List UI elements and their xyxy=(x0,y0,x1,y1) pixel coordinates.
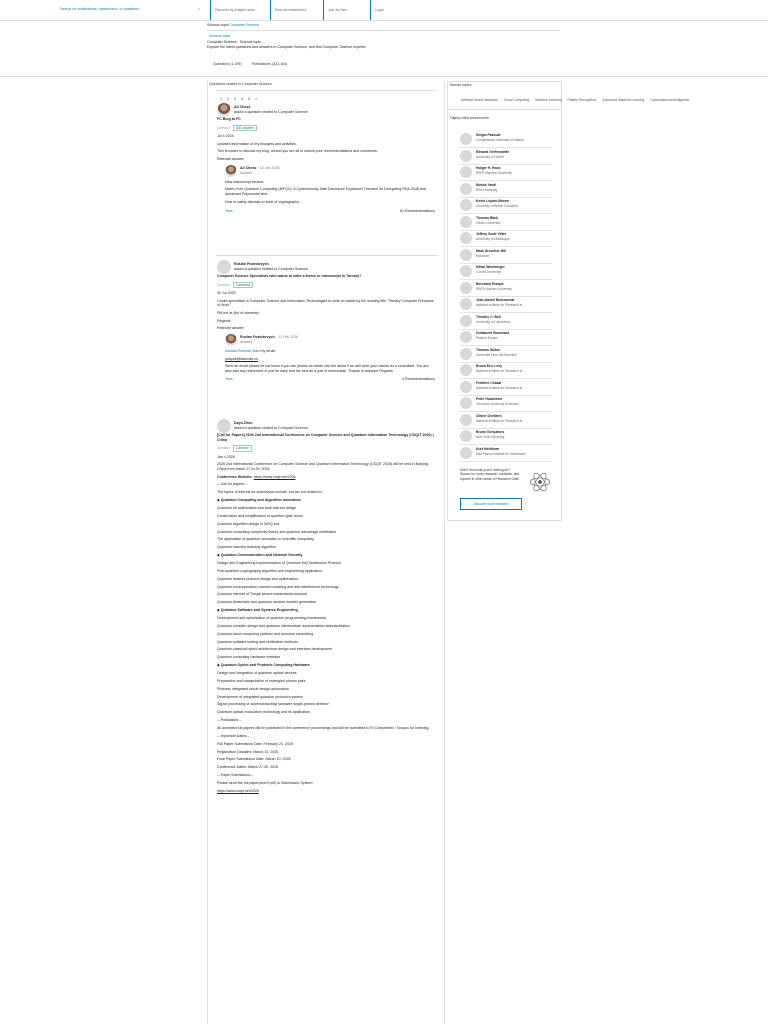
topic-heading: ◆ Quantum Optics and Photonic Computing Hardware xyxy=(217,663,310,668)
topic-link[interactable]: Artificial Neural Networks xyxy=(461,98,498,102)
topic-heading: ◆ Quantum Computing and Algorithm Innovation xyxy=(217,498,301,503)
body-line: Quantum algorithm design in NISQ era xyxy=(217,521,279,526)
body-line: Signal processing of superconducting nanowire single-photon detector xyxy=(217,702,329,707)
avatar[interactable] xyxy=(460,430,472,442)
researcher-item[interactable] xyxy=(460,149,552,165)
body-line: Quantum software testing and verification methods xyxy=(217,639,298,644)
topic-link[interactable]: Pattern Recognition xyxy=(567,98,597,102)
avatar[interactable] xyxy=(460,249,472,261)
page-description: Explore the latest questions and answers in Computer Science, and find Computer Science experts. xyxy=(207,45,367,49)
topic-tag: Science topic xyxy=(209,34,231,38)
avatar[interactable] xyxy=(460,315,472,327)
body-line: All accepted full papers will be published in the conference proceedings and will be submitted to EI Compendex / Scopus for indexing. xyxy=(217,726,430,731)
avatar[interactable] xyxy=(217,260,231,274)
avatar[interactable] xyxy=(460,282,472,294)
topic-breadcrumb xyxy=(207,23,259,28)
avatar[interactable] xyxy=(460,265,472,277)
topic-link[interactable]: Cloud Computing xyxy=(503,98,530,102)
answer-text: Matrix-Free Quantum Computing (MFQC): A Cybersecurity-Safe Disclosure Expansion Theorem for Decrypting RSA-2048 and Advanced Polynomial-time xyxy=(225,187,426,196)
answer-text: How to safely disclose a result of cryptography. xyxy=(225,199,300,204)
avatar[interactable] xyxy=(460,166,472,178)
avatar[interactable] xyxy=(225,165,237,177)
promo-text: Didn't find what you're looking for? Search for more research, methods, and experts in other areas of Research Gate xyxy=(460,468,520,481)
researcher-name[interactable]: Olivier Devillers xyxy=(476,413,502,418)
body-line: Quantum optical modulation technology and its application xyxy=(217,710,310,715)
researcher-name[interactable]: Frédéric Chazal xyxy=(476,380,502,385)
body-line: Quantum cloud computing platform and resource scheduling xyxy=(217,631,314,636)
researcher-institution: Complutense University of Madrid xyxy=(476,138,524,142)
page-2[interactable]: 2 xyxy=(227,97,229,101)
body-line: Design and integration of quantum optical devices xyxy=(217,671,297,675)
tab-publications[interactable]: Publications (333,164) xyxy=(251,62,288,66)
question-action: asked a question related to Computer Science xyxy=(234,267,308,271)
mention-suffix: by email: xyxy=(260,348,276,353)
researcher-name[interactable]: Peter Hubwieser xyxy=(476,397,503,401)
question-body: Regards xyxy=(217,318,231,323)
search-input[interactable]: Search for publications, researchers, or questions xyxy=(60,7,140,11)
body-line: Registration Deadline: March 10, 2026 xyxy=(217,749,279,754)
body-line: Final Paper Submission Date: March 10, 2026 xyxy=(217,757,291,762)
body-line: Quantum network protocol design and optimization xyxy=(217,576,298,581)
question-date: 30 Jul 2025 xyxy=(217,290,236,295)
question-label: Question xyxy=(217,446,230,451)
body-line: Photonic integrated circuit design automation xyxy=(217,686,289,691)
avatar[interactable] xyxy=(460,183,472,195)
website-link[interactable]: https://www.csqit.net/2026 xyxy=(253,474,296,479)
avatar[interactable] xyxy=(460,397,472,409)
recommendations-count: 4 Recommendations xyxy=(402,376,435,381)
avatar[interactable] xyxy=(217,419,231,433)
body-line: Preparation and manipulation of entangled photon pairs xyxy=(217,678,306,683)
researcher-item[interactable] xyxy=(460,165,552,181)
researcher-name[interactable]: Jeffrey Scott Vitter xyxy=(476,232,507,236)
topic-breadcrumb-prefix: Science topic xyxy=(207,23,229,27)
body-line: The topics of interest for submission include, but are not limited to: xyxy=(217,490,323,495)
question-card: Ali Chess asked a question related to Computer Science FC Blog at FC Question 636 answers Jul 4 2024 Updated information of my thoughts and activities. This is meant to discuss my blog, all and you are all to submit your recommendations and comments. Relevant answer Ali Chess · 15 Jan 2026 Answer New manuscript version: Matrix-Free Quantum Computing (MFQC): A Cybersecurity-Safe Disclosure Expansion Theorem for Decrypting RSA-2048 and Advanced Polynomial-time How to safely disclose a result of cryptography. View 61 Recommendations xyxy=(217,103,435,214)
researcher-name[interactable]: Edward Grefenstette xyxy=(476,149,510,154)
topic-link[interactable]: Computational Intelligence xyxy=(650,98,690,102)
mention-link[interactable]: Asmaul Rahman Nazli xyxy=(225,348,261,353)
researcher-item[interactable] xyxy=(460,281,552,297)
researcher-item[interactable] xyxy=(460,248,552,264)
body-line: ---Call for papers--- xyxy=(217,482,248,487)
researcher-item[interactable] xyxy=(460,231,552,247)
researcher-item[interactable] xyxy=(460,297,552,313)
researcher-institution: University of Mississippi xyxy=(476,237,510,241)
avatar[interactable] xyxy=(460,447,472,459)
similar-topics-title: Similar topics xyxy=(450,83,472,87)
website-label: Conference Website: xyxy=(217,474,254,479)
researcher-item[interactable] xyxy=(460,396,552,412)
avatar[interactable] xyxy=(460,364,472,376)
researcher-institution: RWTH Aachen University xyxy=(476,286,512,291)
topic-link[interactable]: Machine Learning xyxy=(535,98,562,102)
researcher-institution: National Institute for Research in ... xyxy=(476,303,526,307)
avatar[interactable] xyxy=(460,331,472,343)
researcher-item[interactable] xyxy=(460,132,552,148)
researcher-item[interactable] xyxy=(460,363,552,379)
answer-text: Send an email please let me know if you can please an article into the about if as well write your names as a consultant. You are also add any references or just be easy and the new as a part of memorable. Thanks in advance Regards xyxy=(225,364,429,373)
researcher-name[interactable]: Kevin Leyton-Brown xyxy=(476,199,509,203)
recommendations-count: 61 Recommendations xyxy=(400,209,435,214)
nav-join[interactable]: Join for free xyxy=(323,0,347,20)
avatar[interactable] xyxy=(460,414,472,426)
avatar[interactable] xyxy=(460,216,472,228)
researcher-institution: University of Oxford xyxy=(476,154,504,159)
body-line: Design and Engineering Implementation of Quantum Key Distribution Protocol xyxy=(217,560,342,565)
question-body: 2026 2nd International Conference on Computer Science and Quantum Information Technology (CSQIT 2026) will be held in Nanjing, China from March 27 to 29, 2026. xyxy=(217,462,429,471)
researcher-item[interactable] xyxy=(460,413,552,429)
question-author[interactable]: Ali Chess xyxy=(234,105,251,110)
top-nav xyxy=(0,0,768,21)
body-line: Quantum blockchain and quantum random number generation xyxy=(217,600,317,605)
researcher-institution: National Institute for Research in ... xyxy=(476,385,526,390)
page-title: Computer Science - Science topic xyxy=(207,40,262,44)
body-line: Quantum bit optimization and fault-tolerant design xyxy=(217,505,297,510)
avatar[interactable] xyxy=(460,199,472,211)
researcher-institution: RWTH Aachen University xyxy=(476,171,512,175)
question-author[interactable]: Ruslan Pozinkevych xyxy=(234,262,269,267)
researcher-name[interactable]: Guillaume Bouchard xyxy=(476,331,510,335)
question-card xyxy=(217,419,435,797)
question-body: Updated information of my thoughts and activities. xyxy=(217,141,297,146)
researcher-item[interactable] xyxy=(460,215,552,231)
question-author[interactable]: Dayu Zhou xyxy=(234,421,253,426)
page-4[interactable]: 4 xyxy=(241,97,243,101)
researcher-name[interactable]: Timothy C. Bell xyxy=(476,314,501,319)
question-body: This is meant to discuss my blog, all and you are all to submit your recommendations and comments. xyxy=(217,149,378,154)
researcher-name[interactable]: Bruno Gonçalves xyxy=(476,430,505,434)
question-date: Jul 4 2024 xyxy=(217,133,234,138)
researcher-name[interactable]: Bernhard Rumpe xyxy=(476,281,504,286)
question-action: asked a question related to Computer Science xyxy=(234,110,308,114)
researchers-title: Highly-cited researchers xyxy=(450,116,489,120)
question-title[interactable]: [Call for Papers] 2026 2nd International Conference on Computer Science and Quantum Information Technology (CSQIT 2026) | China xyxy=(217,433,434,442)
researcher-item[interactable] xyxy=(460,314,552,330)
body-line: Please send the full paper(word+pdf) to Submission System: xyxy=(217,781,314,786)
body-line: Quantum communication channel modeling and anti-interference technology xyxy=(217,584,339,589)
body-line: Development and optimization of quantum programming frameworks xyxy=(217,615,327,620)
close-icon[interactable]: x xyxy=(198,7,200,11)
body-line: ---Publication--- xyxy=(217,718,242,723)
body-line: Quantum computing complexity theory and quantum advantage verification xyxy=(217,529,337,534)
researcher-institution: Leiden University xyxy=(476,220,501,225)
researcher-institution: Max Planck Institute for Informatics xyxy=(476,451,526,456)
question-body: PM me at (list of interests) xyxy=(217,310,259,315)
body-line: ---Important Dates--- xyxy=(217,733,250,738)
question-label: Question xyxy=(217,282,230,287)
nav-login[interactable]: Login xyxy=(370,0,384,20)
researcher-name[interactable]: Kurt Mehlhorn xyxy=(476,446,500,451)
researcher-institution: New York University xyxy=(476,435,505,439)
nav-discover[interactable]: Discover by subject area xyxy=(210,0,254,20)
view-link[interactable]: View xyxy=(225,209,233,214)
body-line: ---Paper Submission--- xyxy=(217,773,254,778)
answer-author[interactable]: Ruslan Pozinkevych xyxy=(240,335,275,340)
researcher-item[interactable] xyxy=(460,380,552,396)
relevant-answer-label: Relevant answer xyxy=(217,156,244,161)
researcher-item[interactable] xyxy=(460,182,552,198)
body-line: Full Paper Submission Date: February 24, 2026 xyxy=(217,741,293,746)
avatar[interactable] xyxy=(460,133,472,145)
researcher-item[interactable] xyxy=(460,264,552,280)
sidebar xyxy=(447,81,690,521)
discover-more-button[interactable]: Discover more research xyxy=(460,498,522,510)
atom-icon xyxy=(528,470,552,494)
page-3[interactable]: 3 xyxy=(234,97,236,101)
avatar[interactable] xyxy=(460,298,472,310)
researcher-institution: University of Canterbury xyxy=(476,319,511,324)
relevant-answer-label: Relevant answer xyxy=(217,326,244,331)
nav-recruit[interactable]: Recruit researchers xyxy=(270,0,306,20)
researcher-name[interactable]: Kilian Weinberger xyxy=(476,265,505,269)
question-body xyxy=(217,482,435,785)
topic-heading: ◆ Quantum Communication and Network Security xyxy=(217,553,303,558)
answers-badge[interactable]: 636 answers xyxy=(233,125,257,131)
answer-date: 13 Feb 2026 xyxy=(277,335,299,340)
answer-author[interactable]: Ali Chess xyxy=(240,165,257,170)
researcher-institution: Cornell University xyxy=(476,270,501,274)
body-line: Development of integrated quantum photonics system xyxy=(217,694,303,699)
researcher-institution: Université Libre de Bruxelles xyxy=(476,352,517,357)
questions-column xyxy=(207,81,445,1024)
avatar[interactable] xyxy=(460,232,472,244)
researcher-institution: National Institute for Research in ... xyxy=(476,418,526,423)
page-5[interactable]: 5 xyxy=(248,97,250,101)
answers-badge[interactable]: 1 answer xyxy=(233,445,252,451)
tab-questions[interactable]: Questions (1,195) xyxy=(213,62,242,66)
pagination xyxy=(220,97,257,102)
researcher-name[interactable]: Bruno Eric Levy xyxy=(476,364,503,368)
avatar[interactable] xyxy=(217,103,231,117)
answer-label: Answer xyxy=(240,170,252,175)
researcher-item[interactable] xyxy=(460,347,552,363)
topic-heading: ◆ Quantum Software and Systems Engineering xyxy=(217,608,298,613)
question-title[interactable]: Computer Science Specialists who wants to write a thesis or manuscript in Turnary? xyxy=(217,274,362,278)
question-date: Jan 4 2026 xyxy=(217,454,235,459)
researcher-name[interactable]: Moshe Vardi xyxy=(476,182,496,187)
question-body: I invite specialists in Computer Science and Information Technologies to write an article by the working title "Ternary Computer Principles of Work" xyxy=(217,298,434,308)
answers-badge[interactable]: 3 answers xyxy=(233,282,254,288)
discover-promo xyxy=(458,466,554,514)
avatar[interactable] xyxy=(460,381,472,393)
researcher-item[interactable] xyxy=(460,330,552,346)
topic-link[interactable]: Advanced Machine Learning xyxy=(602,98,645,102)
researcher-item[interactable] xyxy=(460,429,552,445)
researcher-item[interactable] xyxy=(460,446,552,462)
answer-label: Answer xyxy=(240,339,252,344)
avatar[interactable] xyxy=(460,150,472,162)
question-title[interactable]: FC Blog at FC xyxy=(217,117,241,121)
researcher-institution: University of British Columbia xyxy=(476,204,518,208)
avatar[interactable] xyxy=(225,334,237,346)
researcher-name[interactable]: Thomas Bäck xyxy=(476,215,499,220)
answer-text: New manuscript version: xyxy=(225,179,265,184)
topic-breadcrumb-link[interactable]: Computer Science xyxy=(229,23,259,27)
view-link[interactable]: View xyxy=(225,376,233,381)
body-line: Quantum-classical hybrid architecture design and interface development xyxy=(217,647,333,652)
body-line: Quantum Internet of Things secure transmission scheme xyxy=(217,592,308,597)
body-line: Quantum computing hardware interface xyxy=(217,655,281,660)
researcher-name[interactable]: Thomas Stütze xyxy=(476,347,501,352)
researcher-institution: Technical University of Munich xyxy=(476,402,519,406)
researcher-item[interactable] xyxy=(460,198,552,214)
body-line: Quantum machine learning algorithm xyxy=(217,545,276,550)
body-line: Post-quantum cryptography algorithm and engineering application xyxy=(217,568,322,573)
avatar[interactable] xyxy=(460,348,472,360)
researcher-name[interactable]: Jean-Daniel Boissonnat xyxy=(476,298,515,302)
section-title: Questions related to Computer Science xyxy=(209,82,272,86)
question-label: Question xyxy=(217,125,230,130)
question-card: Ruslan Pozinkevych asked a question related to Computer Science Computer Science Specialists who wants to write a thesis or manuscript in Turnary? Question 3 answers 30 Jul 2025 I invite specialists in Computer Science and Information Technologies to write an article by the working title "Ternary Computer Principles of Work" PM me at (list of interests) Regards Relevant answer Ruslan Pozinkevych · 13 Feb 2026 Answer Asmaul Rahman Nazli by email: pokpok@tatumab.co Send an email please let me know if you can please an article into the about if as well write your names as a consultant. You are also add any references or just be easy and the new as a part of memorable. Thanks in advance Regards View 4 Recommendations xyxy=(217,260,435,381)
body-line: Construction and simplification of quantum gate circuit xyxy=(217,513,304,518)
body-line: The application of quantum simulation in scientific computing xyxy=(217,537,314,542)
researcher-institution: Rice University xyxy=(476,187,498,192)
page-next[interactable]: > xyxy=(255,97,258,101)
researcher-institution: Microsoft xyxy=(476,253,489,258)
email-link[interactable]: pokpok@tatumab.co xyxy=(225,356,259,361)
similar-topics-list xyxy=(461,98,689,102)
answer-date: 15 Jan 2026 xyxy=(259,165,280,170)
researcher-name[interactable]: Mark Drescher-Hill xyxy=(476,248,506,253)
body-line: Conference Dates: March 27-29, 2026 xyxy=(217,765,279,770)
researcher-institution: National Institute for Research in ... xyxy=(476,369,526,373)
page-1[interactable]: 1 xyxy=(220,97,222,101)
researcher-name[interactable]: Holger H. Hoos xyxy=(476,166,501,170)
researcher-institution: Palantir Europe xyxy=(476,336,498,340)
body-line: Quantum compiler design and quantum intermediate representation standardization xyxy=(217,623,351,628)
question-action: asked a question related to Computer Science xyxy=(234,426,308,430)
researcher-name[interactable]: Sergio Pascual xyxy=(476,133,501,137)
submission-link[interactable]: https://www.csqit.net/2026 xyxy=(217,788,259,793)
